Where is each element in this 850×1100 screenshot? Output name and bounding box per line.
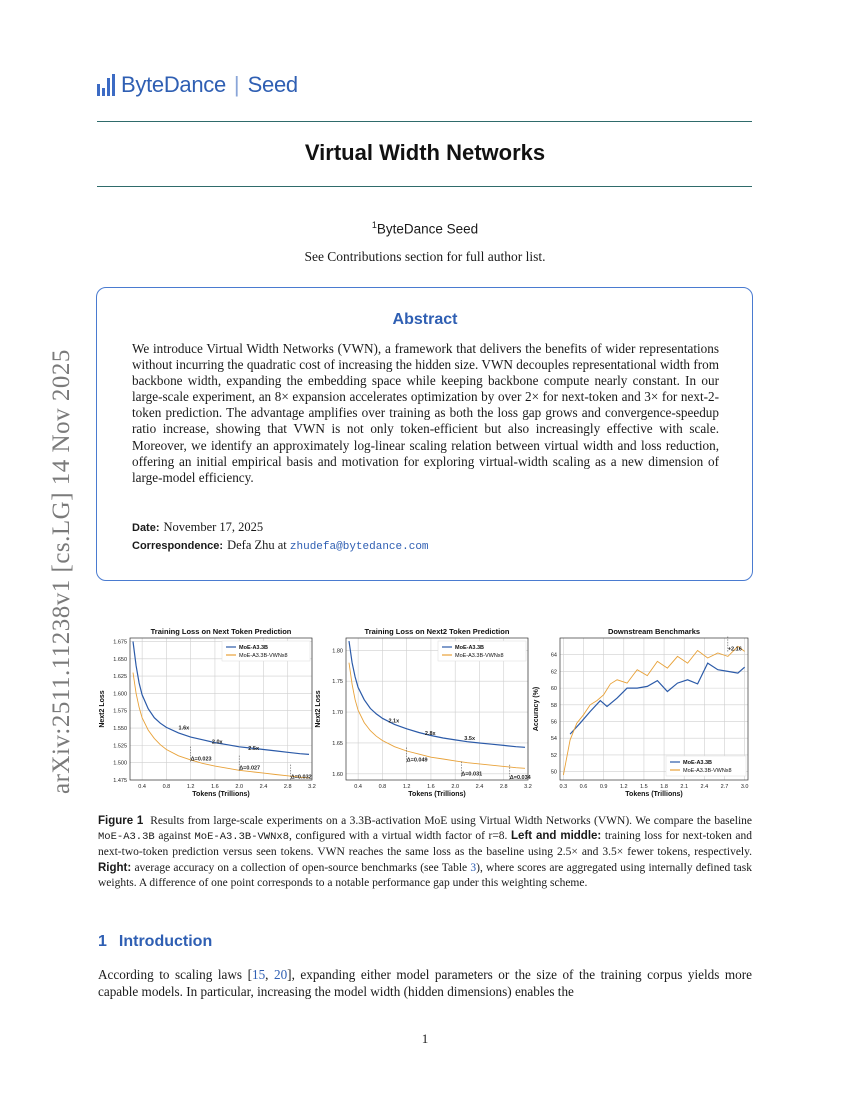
annotation-label: 2.5x <box>248 746 260 753</box>
date-value: November 17, 2025 <box>163 520 264 534</box>
chart-title: Training Loss on Next2 Token Prediction <box>364 627 510 636</box>
brand-separator: | <box>233 72 240 97</box>
section-title: Introduction <box>118 933 213 950</box>
x-tick-label: 2.8 <box>499 784 508 790</box>
annotation-label: Δ=0.031 <box>461 771 483 778</box>
x-tick-label: 3.2 <box>524 784 532 790</box>
title-rule-top <box>97 121 752 122</box>
y-tick-label: 1.475 <box>113 778 127 784</box>
table-ref-link[interactable]: 3 <box>470 861 477 874</box>
y-tick-label: 62 <box>550 669 557 676</box>
series-line-vwn <box>349 663 525 769</box>
y-axis-label: Accuracy (%) <box>533 686 540 732</box>
date-line <box>132 520 263 535</box>
annotation-label: Δ=0.027 <box>239 765 261 772</box>
caption-model-vwn: MoE-A3.3B-VWNx8 <box>194 831 289 844</box>
annotation-label: Δ=0.034 <box>509 774 531 781</box>
correspondence-name: Defa Zhu at <box>227 538 287 552</box>
y-tick-label: 54 <box>550 736 557 743</box>
caption-text-5: average accuracy on a collection of open-source benchmarks (see Table <box>134 861 468 874</box>
caption-left-middle-label: Left and middle: <box>511 830 602 843</box>
arxiv-side-stamp <box>12 300 75 800</box>
x-tick-label: 2.7 <box>720 784 729 790</box>
y-tick-label: 1.80 <box>332 648 343 655</box>
chart-downstream-benchmarks <box>530 626 752 807</box>
legend-label: MoE-A3.3B <box>455 645 485 651</box>
y-tick-label: 1.525 <box>113 743 127 750</box>
correspondence-label: Correspondence: <box>132 540 224 552</box>
bytedance-bars-logo-icon <box>97 74 115 96</box>
x-tick-label: 3.2 <box>308 784 316 790</box>
correspondence-line <box>132 538 429 553</box>
x-tick-label: 0.9 <box>599 784 608 790</box>
caption-text-3: , configured with a virtual width factor of r=8. <box>289 830 508 843</box>
y-tick-label: 1.650 <box>113 656 127 663</box>
annotation-label: Δ=0.023 <box>190 756 212 763</box>
x-tick-label: 0.8 <box>162 784 171 790</box>
x-tick-label: 2.0 <box>235 784 244 790</box>
legend-label: MoE-A3.3B-VWNx8 <box>455 653 504 659</box>
intro-text-1: According to scaling laws [ <box>98 967 252 982</box>
x-tick-label: 1.6 <box>427 784 435 790</box>
product-name: Seed <box>247 72 298 97</box>
annotation-label: 3.5x <box>464 735 476 742</box>
brand-name: ByteDance <box>121 72 226 97</box>
y-tick-label: 64 <box>550 652 557 659</box>
caption-text-6: ), where scores are aggregated using internally defined task weights. A difference of one point corresponds to a notable performance gap under this weighting scheme. <box>98 861 752 889</box>
chart-next-token-loss <box>96 626 318 807</box>
x-tick-label: 0.8 <box>378 784 387 790</box>
y-tick-label: 1.625 <box>113 674 127 681</box>
x-tick-label: 2.4 <box>259 784 268 790</box>
intro-text-3: ], expanding either model parameters or the size of the training corpus yields more capable models. In particular, increasing the model width (hidden dimensions) enables the <box>98 967 752 999</box>
caption-text-2: against <box>158 830 191 843</box>
x-tick-label: 1.2 <box>619 784 628 790</box>
arxiv-stamp-text: arXiv:2511.11238v1 [cs.LG] 14 Nov 2025 <box>48 349 75 794</box>
legend-label: MoE-A3.3B-VWNx8 <box>683 768 732 774</box>
x-axis-label: Tokens (Trillions) <box>408 791 466 798</box>
x-tick-label: 1.2 <box>186 784 195 790</box>
y-tick-label: 52 <box>550 752 557 759</box>
x-tick-label: 0.4 <box>354 784 362 790</box>
contributions-note: See Contributions section for full author list. <box>304 249 546 264</box>
x-tick-label: 1.2 <box>402 784 411 790</box>
y-axis-label: Next2 Loss <box>315 690 322 728</box>
chart-next2-token-loss <box>312 626 534 807</box>
y-axis-label: Next2 Loss <box>99 690 106 728</box>
annotation-label: 2.8x <box>424 730 436 737</box>
annotation-label: Δ=0.049 <box>406 757 428 764</box>
x-axis-label: Tokens (Trillions) <box>625 791 683 798</box>
x-tick-label: 2.0 <box>451 784 460 790</box>
series-line-baseline <box>570 663 745 734</box>
paper-title: Virtual Width Networks <box>304 140 546 165</box>
annotation-label: Δ=0.032 <box>290 774 312 781</box>
caption-model-baseline: MoE-A3.3B <box>98 831 155 844</box>
y-tick-label: 1.675 <box>113 639 127 646</box>
caption-right-label: Right: <box>98 861 132 874</box>
figure-caption <box>98 814 752 891</box>
series-line-vwn <box>133 673 309 778</box>
y-tick-label: 58 <box>550 702 557 709</box>
annotation-label: 1.6x <box>178 725 190 732</box>
y-tick-label: 1.550 <box>113 726 127 733</box>
annotation-label: 2.1x <box>388 718 400 725</box>
y-tick-label: 1.500 <box>113 760 127 767</box>
abstract-text: We introduce Virtual Width Networks (VWN), a framework that delivers the benefits of wider representations without incurring the quadratic cost of increasing the hidden size. VWN decouples representational width from backbone width, expanding the embedding space while keeping backbone compute nearly constant. In our large-scale experiment, an 8× expansion accelerates optimization by over 2× for next-token and 3× for next-2-token prediction. The advantage amplifies over training as both the loss gap grows and convergence-speedup ratio increase, showing that VWN is not only token-efficient but also increasingly effective with scale. Moreover, we identify an approximately log-linear scaling relation between virtual width and loss reduction, offering an initial empirical basis and motivation for exploring virtual-width scaling as a new dimension of large-model efficiency. <box>132 341 719 485</box>
title-rule-bottom <box>97 186 752 187</box>
x-tick-label: 1.5 <box>640 784 648 790</box>
affiliation-superscript: 1 <box>371 220 377 230</box>
intro-text-2: , <box>265 967 274 982</box>
x-tick-label: 2.1 <box>680 784 689 790</box>
y-tick-label: 50 <box>550 769 557 776</box>
y-tick-label: 1.575 <box>113 708 127 715</box>
affiliation <box>0 220 850 237</box>
chart-title: Downstream Benchmarks <box>607 627 701 636</box>
x-tick-label: 1.8 <box>660 784 668 790</box>
section-heading-introduction <box>98 933 212 951</box>
date-label: Date: <box>132 522 160 534</box>
x-tick-label: 0.6 <box>579 784 588 790</box>
x-tick-label: 0.3 <box>559 784 568 790</box>
section-number: 1 <box>98 933 107 950</box>
citation-link-20[interactable]: 20 <box>273 967 288 982</box>
caption-text-4: training loss for next-token and next-two-token prediction versus seen tokens. VWN reaches the same loss as the baseline using 2.5× and 3.5× fewer tokens, respectively. <box>98 830 753 859</box>
annotation-label: +2.16 <box>727 646 742 653</box>
x-tick-label: 3.0 <box>740 784 749 790</box>
annotation-label: 2.0x <box>211 739 223 746</box>
intro-paragraph <box>98 966 752 1000</box>
header-logo <box>97 72 298 98</box>
x-tick-label: 2.4 <box>475 784 484 790</box>
y-tick-label: 1.75 <box>332 679 343 686</box>
x-tick-label: 2.4 <box>700 784 709 790</box>
correspondence-email-link[interactable]: zhudefa@bytedance.com <box>289 541 429 553</box>
y-tick-label: 60 <box>550 686 557 693</box>
y-tick-label: 1.60 <box>332 771 343 778</box>
x-axis-label: Tokens (Trillions) <box>192 791 250 798</box>
caption-text-1: Results from large-scale experiments on a 3.3B-activation MoE using Virtual Width Networks (VWN). We compare the baseline <box>150 815 753 827</box>
citation-link-15[interactable]: 15 <box>251 967 266 982</box>
caption-label: Figure 1 <box>98 815 144 827</box>
x-tick-label: 2.8 <box>283 784 292 790</box>
affiliation-text: ByteDance Seed <box>376 221 479 237</box>
y-tick-label: 56 <box>550 719 557 726</box>
y-tick-label: 1.65 <box>332 740 343 747</box>
chart-title: Training Loss on Next Token Prediction <box>150 627 292 636</box>
y-tick-label: 1.600 <box>113 691 127 698</box>
abstract-heading: Abstract <box>392 311 458 328</box>
legend-label: MoE-A3.3B <box>683 760 713 766</box>
x-tick-label: 0.4 <box>138 784 146 790</box>
page-number: 1 <box>421 1031 429 1046</box>
legend-label: MoE-A3.3B <box>239 645 269 651</box>
x-tick-label: 1.6 <box>211 784 219 790</box>
y-tick-label: 1.70 <box>332 710 343 717</box>
legend-label: MoE-A3.3B-VWNx8 <box>239 653 288 659</box>
